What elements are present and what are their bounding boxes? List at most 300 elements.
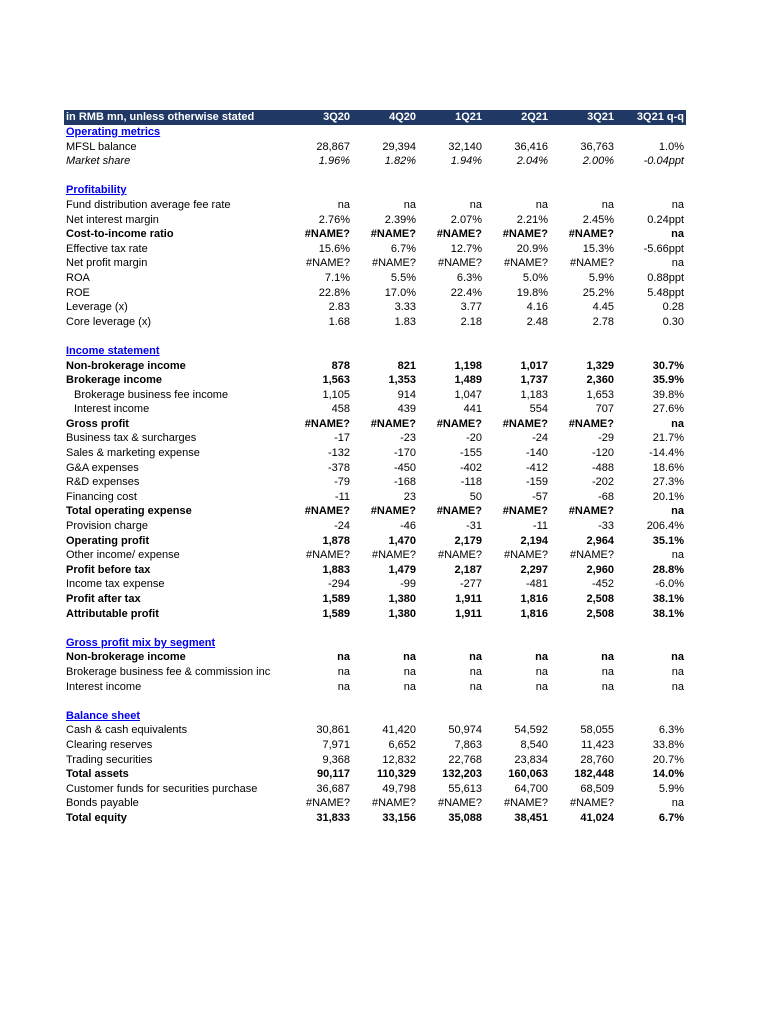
cell-value: na	[671, 505, 684, 518]
cell-value: #NAME?	[568, 417, 614, 430]
row-label: Provision charge	[66, 520, 148, 533]
cell-value: na	[469, 680, 482, 693]
cell-value: -202	[591, 476, 614, 489]
row-label: Total assets	[66, 768, 129, 781]
row-label: Net profit margin	[66, 257, 148, 270]
blank-row	[64, 694, 686, 709]
cell-value: 12,832	[382, 753, 416, 766]
cell-value: 7,971	[322, 738, 350, 751]
section-header-row	[64, 183, 686, 198]
cell-value: -0.04ppt	[643, 155, 684, 168]
cell-value: 36,763	[580, 140, 614, 153]
table-row	[64, 534, 686, 549]
cell-value: -79	[334, 476, 350, 489]
section-title: Profitability	[66, 184, 127, 197]
cell-value: 2,508	[586, 607, 614, 620]
header-col-2q21: 2Q21	[521, 111, 548, 123]
cell-value: 2,297	[520, 563, 548, 576]
row-label: Interest income	[74, 403, 150, 416]
cell-value: 1,380	[388, 593, 416, 605]
cell-value: na	[337, 680, 350, 693]
cell-value: #NAME?	[568, 505, 614, 518]
cell-value: 1,047	[454, 388, 482, 401]
cell-value: 1.94%	[450, 155, 482, 168]
cell-value: #NAME?	[437, 257, 482, 270]
cell-value: #NAME?	[304, 228, 350, 241]
cell-value: 12.7%	[450, 242, 482, 255]
cell-value: -155	[459, 447, 482, 460]
table-row	[64, 607, 686, 622]
cell-value: 160,063	[508, 768, 548, 781]
cell-value: #NAME?	[569, 797, 614, 810]
cell-value: -378	[327, 461, 350, 474]
table-row	[64, 154, 686, 169]
cell-value: 1,017	[520, 359, 548, 372]
cell-value: 1.83	[394, 315, 416, 328]
cell-value: 206.4%	[646, 520, 684, 533]
table-row	[64, 213, 686, 228]
row-label: Core leverage (x)	[66, 315, 151, 328]
cell-value: 1,183	[520, 388, 548, 401]
table-row	[64, 680, 686, 695]
header-col-1q21: 1Q21	[455, 111, 482, 123]
cell-value: na	[671, 549, 684, 562]
cell-value: -11	[532, 520, 548, 533]
cell-value: #NAME?	[437, 549, 482, 562]
cell-value: 64,700	[514, 782, 548, 795]
cell-value: 50,974	[448, 724, 482, 737]
cell-value: 22.4%	[450, 286, 482, 299]
row-label: Financing cost	[66, 490, 137, 503]
cell-value: 0.24ppt	[647, 213, 684, 226]
cell-value: 36,416	[514, 140, 548, 153]
cell-value: 17.0%	[384, 286, 416, 299]
table-row	[64, 315, 686, 330]
cell-value: 1,589	[322, 607, 350, 620]
row-label: Attributable profit	[66, 607, 159, 620]
row-label: Profit after tax	[66, 593, 141, 605]
row-label: Clearing reserves	[66, 738, 153, 751]
cell-value: 1,911	[455, 607, 482, 620]
cell-value: #NAME?	[304, 417, 350, 430]
table-row	[64, 256, 686, 271]
cell-value: 2,179	[454, 534, 482, 547]
cell-value: #NAME?	[568, 228, 614, 241]
cell-value: -159	[525, 476, 548, 489]
table-row	[64, 461, 686, 476]
cell-value: -68	[598, 490, 614, 503]
blank-row	[64, 621, 686, 636]
cell-value: na	[403, 680, 416, 693]
cell-value: 1,353	[388, 374, 416, 387]
cell-value: -140	[525, 447, 548, 460]
cell-value: 1,653	[586, 388, 614, 401]
table-row	[64, 300, 686, 315]
row-label: Net interest margin	[66, 213, 159, 226]
cell-value: 1,816	[520, 607, 548, 620]
cell-value: 6,652	[388, 738, 416, 751]
cell-value: 2.07%	[450, 213, 482, 226]
table-row	[64, 431, 686, 446]
cell-value: #NAME?	[371, 797, 416, 810]
cell-value: #NAME?	[436, 417, 482, 430]
table-row	[64, 577, 686, 592]
cell-value: #NAME?	[437, 797, 482, 810]
header-col-qq: 3Q21 q-q	[636, 111, 684, 123]
cell-value: 22.8%	[318, 286, 350, 299]
cell-value: 1,489	[454, 374, 482, 387]
cell-value: -14.4%	[649, 447, 684, 460]
row-label: Brokerage income	[66, 374, 162, 387]
cell-value: 15.3%	[582, 242, 614, 255]
cell-value: 38,451	[514, 811, 548, 824]
cell-value: na	[535, 680, 548, 693]
table-row	[64, 723, 686, 738]
cell-value: #NAME?	[304, 505, 350, 518]
cell-value: -294	[327, 578, 350, 591]
cell-value: na	[337, 651, 350, 664]
cell-value: 5.48ppt	[647, 286, 684, 299]
cell-value: 2,508	[586, 593, 614, 605]
cell-value: 18.6%	[652, 461, 684, 474]
cell-value: na	[403, 198, 416, 211]
spreadsheet-table	[64, 110, 686, 826]
cell-value: 1,380	[388, 607, 416, 620]
cell-value: 9,368	[322, 753, 350, 766]
cell-value: 1.68	[328, 315, 350, 328]
cell-value: 58,055	[580, 724, 614, 737]
row-label: ROA	[66, 271, 90, 284]
cell-value: na	[469, 651, 482, 664]
cell-value: 1,470	[388, 534, 416, 547]
table-row	[64, 767, 686, 782]
cell-value: -20	[466, 432, 482, 445]
row-label: Interest income	[66, 680, 142, 693]
cell-value: -450	[393, 461, 416, 474]
row-label: Bonds payable	[66, 797, 139, 810]
cell-value: 6.7%	[658, 811, 684, 824]
cell-value: 54,592	[514, 724, 548, 737]
cell-value: 1,737	[520, 374, 548, 387]
cell-value: 35,088	[448, 811, 482, 824]
cell-value: na	[469, 198, 482, 211]
table-row	[64, 417, 686, 432]
cell-value: 1,198	[454, 359, 482, 372]
cell-value: na	[535, 651, 548, 664]
cell-value: #NAME?	[569, 549, 614, 562]
table-row	[64, 402, 686, 417]
cell-value: na	[671, 665, 684, 678]
table-row	[64, 753, 686, 768]
cell-value: 23,834	[514, 753, 548, 766]
cell-value: na	[403, 665, 416, 678]
row-label: MFSL balance	[66, 140, 137, 153]
cell-value: na	[671, 651, 684, 664]
cell-value: 38.1%	[652, 607, 684, 620]
cell-value: 39.8%	[652, 388, 684, 401]
cell-value: #NAME?	[502, 417, 548, 430]
cell-value: na	[337, 198, 350, 211]
row-label: Market share	[66, 155, 131, 168]
cell-value: 0.30	[662, 315, 684, 328]
cell-value: 110,329	[376, 768, 416, 781]
cell-value: 1,563	[322, 374, 350, 387]
cell-value: 2.48	[526, 315, 548, 328]
section-title: Income statement	[66, 344, 160, 357]
row-label: Cash & cash equivalents	[66, 724, 188, 737]
row-label: R&D expenses	[66, 476, 140, 489]
cell-value: -29	[598, 432, 614, 445]
cell-value: 1,816	[520, 593, 548, 605]
table-row	[64, 388, 686, 403]
cell-value: 441	[463, 403, 482, 416]
row-label: Gross profit	[66, 417, 129, 430]
cell-value: 33,156	[382, 811, 416, 824]
table-row	[64, 271, 686, 286]
cell-value: 35.9%	[652, 374, 684, 387]
table-row	[64, 665, 686, 680]
cell-value: -168	[393, 476, 416, 489]
cell-value: -31	[466, 520, 482, 533]
cell-value: #NAME?	[503, 549, 548, 562]
cell-value: 41,024	[580, 811, 614, 824]
cell-value: na	[403, 651, 416, 664]
table-header-row	[64, 110, 686, 125]
section-title: Gross profit mix by segment	[66, 636, 216, 649]
cell-value: 2.21%	[516, 213, 548, 226]
row-label: Leverage (x)	[66, 301, 128, 314]
cell-value: na	[535, 665, 548, 678]
cell-value: -5.66ppt	[643, 242, 684, 255]
cell-value: 21.7%	[652, 432, 684, 445]
cell-value: na	[671, 680, 684, 693]
cell-value: na	[469, 665, 482, 678]
cell-value: 6.7%	[390, 242, 416, 255]
cell-value: 20.7%	[652, 753, 684, 766]
row-label: Brokerage business fee income	[74, 388, 229, 401]
table-row	[64, 198, 686, 213]
cell-value: -17	[334, 432, 350, 445]
row-label: Total equity	[66, 811, 127, 824]
table-row	[64, 519, 686, 534]
cell-value: #NAME?	[503, 797, 548, 810]
cell-value: 6.3%	[658, 724, 684, 737]
cell-value: 8,540	[520, 738, 548, 751]
cell-value: 2.18	[460, 315, 482, 328]
table-row	[64, 738, 686, 753]
header-col-3q21: 3Q21	[587, 111, 614, 123]
cell-value: 1.82%	[384, 155, 416, 168]
cell-value: #NAME?	[370, 228, 416, 241]
cell-value: 1,883	[322, 563, 350, 576]
cell-value: #NAME?	[502, 505, 548, 518]
cell-value: 2,964	[586, 534, 614, 547]
cell-value: 31,833	[316, 811, 350, 824]
row-label: Non-brokerage income	[66, 359, 186, 372]
cell-value: 2.45%	[582, 213, 614, 226]
section-title: Balance sheet	[66, 709, 140, 722]
cell-value: 2.39%	[384, 213, 416, 226]
cell-value: 1,589	[322, 593, 350, 605]
cell-value: 41,420	[382, 724, 416, 737]
row-label: ROE	[66, 286, 90, 299]
cell-value: 707	[595, 403, 614, 416]
cell-value: 14.0%	[652, 768, 684, 781]
cell-value: 2.78	[592, 315, 614, 328]
cell-value: 5.0%	[522, 271, 548, 284]
cell-value: 5.9%	[588, 271, 614, 284]
table-row	[64, 592, 686, 607]
table-row	[64, 548, 686, 563]
cell-value: 29,394	[382, 140, 416, 153]
cell-value: na	[337, 665, 350, 678]
cell-value: -99	[400, 578, 416, 591]
cell-value: 1.96%	[318, 155, 350, 168]
cell-value: 878	[331, 359, 350, 372]
cell-value: 2,187	[454, 563, 482, 576]
row-label: Income tax expense	[66, 578, 165, 591]
cell-value: 19.8%	[516, 286, 548, 299]
cell-value: 5.5%	[390, 271, 416, 284]
cell-value: 28,867	[316, 140, 350, 153]
cell-value: #NAME?	[436, 228, 482, 241]
cell-value: 439	[397, 403, 416, 416]
cell-value: #NAME?	[503, 257, 548, 270]
table-row	[64, 359, 686, 374]
table-body	[64, 125, 686, 826]
row-label: Effective tax rate	[66, 242, 148, 255]
cell-value: 7,863	[454, 738, 482, 751]
cell-value: -132	[327, 447, 350, 460]
cell-value: 1,479	[388, 563, 416, 576]
table-row	[64, 227, 686, 242]
row-label: Total operating expense	[66, 505, 192, 518]
cell-value: 2.83	[328, 301, 350, 314]
section-header-row	[64, 636, 686, 651]
cell-value: 33.8%	[652, 738, 684, 751]
cell-value: 28.8%	[652, 563, 684, 576]
cell-value: -46	[400, 520, 416, 533]
cell-value: 55,613	[448, 782, 482, 795]
cell-value: -412	[525, 461, 548, 474]
cell-value: #NAME?	[371, 257, 416, 270]
cell-value: 2.04%	[516, 155, 548, 168]
cell-value: 2,360	[586, 374, 614, 387]
cell-value: 50	[469, 490, 482, 503]
cell-value: 22,768	[448, 753, 482, 766]
row-label: Sales & marketing expense	[66, 447, 200, 460]
cell-value: -481	[525, 578, 548, 591]
cell-value: 25.2%	[582, 286, 614, 299]
cell-value: #NAME?	[305, 257, 350, 270]
cell-value: #NAME?	[305, 549, 350, 562]
cell-value: 5.9%	[658, 782, 684, 795]
row-label: G&A expenses	[66, 461, 139, 474]
cell-value: 821	[397, 359, 416, 372]
cell-value: 49,798	[382, 782, 416, 795]
cell-value: 27.3%	[652, 476, 684, 489]
cell-value: -11	[334, 490, 350, 503]
cell-value: -6.0%	[655, 578, 684, 591]
cell-value: #NAME?	[370, 505, 416, 518]
cell-value: 132,203	[442, 768, 482, 781]
cell-value: -170	[393, 447, 416, 460]
cell-value: 2,960	[586, 563, 614, 576]
cell-value: #NAME?	[569, 257, 614, 270]
cell-value: 554	[529, 403, 548, 416]
cell-value: na	[671, 198, 684, 211]
cell-value: na	[601, 665, 614, 678]
section-header-row	[64, 125, 686, 140]
cell-value: 1,329	[586, 359, 614, 372]
cell-value: 3.77	[460, 301, 482, 314]
cell-value: -24	[532, 432, 548, 445]
cell-value: 7.1%	[324, 271, 350, 284]
cell-value: 0.88ppt	[647, 271, 684, 284]
cell-value: na	[671, 257, 684, 270]
cell-value: na	[601, 651, 614, 664]
row-label: Cost-to-income ratio	[66, 228, 174, 241]
cell-value: -402	[459, 461, 482, 474]
table-row	[64, 373, 686, 388]
cell-value: 2.76%	[318, 213, 350, 226]
cell-value: 1,911	[455, 593, 482, 605]
section-header-row	[64, 344, 686, 359]
table-row	[64, 811, 686, 826]
table-row	[64, 796, 686, 811]
row-label: Fund distribution average fee rate	[66, 198, 231, 211]
cell-value: 68,509	[580, 782, 614, 795]
cell-value: na	[671, 417, 684, 430]
cell-value: 36,687	[316, 782, 350, 795]
cell-value: 1.0%	[658, 140, 684, 153]
cell-value: na	[601, 680, 614, 693]
header-col-4q20: 4Q20	[389, 111, 416, 123]
cell-value: 28,760	[580, 753, 614, 766]
header-label: in RMB mn, unless otherwise stated	[66, 111, 255, 123]
cell-value: -33	[598, 520, 614, 533]
cell-value: #NAME?	[502, 228, 548, 241]
blank-row	[64, 329, 686, 344]
table-row	[64, 490, 686, 505]
cell-value: -57	[532, 490, 548, 503]
cell-value: na	[671, 228, 684, 241]
cell-value: -118	[460, 476, 482, 489]
cell-value: -277	[459, 578, 482, 591]
table-row	[64, 242, 686, 257]
table-row	[64, 475, 686, 490]
cell-value: 27.6%	[652, 403, 684, 416]
blank-row	[64, 169, 686, 184]
header-col-3q20: 3Q20	[323, 111, 350, 123]
table-row	[64, 650, 686, 665]
cell-value: 32,140	[448, 140, 482, 153]
table-row	[64, 446, 686, 461]
cell-value: -24	[334, 520, 350, 533]
row-label: Profit before tax	[66, 563, 151, 576]
cell-value: 0.28	[662, 301, 684, 314]
cell-value: 182,448	[574, 768, 614, 781]
cell-value: -23	[400, 432, 416, 445]
cell-value: 458	[331, 403, 350, 416]
row-label: Non-brokerage income	[66, 651, 186, 664]
cell-value: 23	[403, 490, 416, 503]
cell-value: 30,861	[316, 724, 350, 737]
cell-value: 914	[397, 388, 416, 401]
cell-value: 90,117	[316, 768, 350, 781]
cell-value: 4.45	[592, 301, 614, 314]
row-label: Operating profit	[66, 534, 150, 547]
